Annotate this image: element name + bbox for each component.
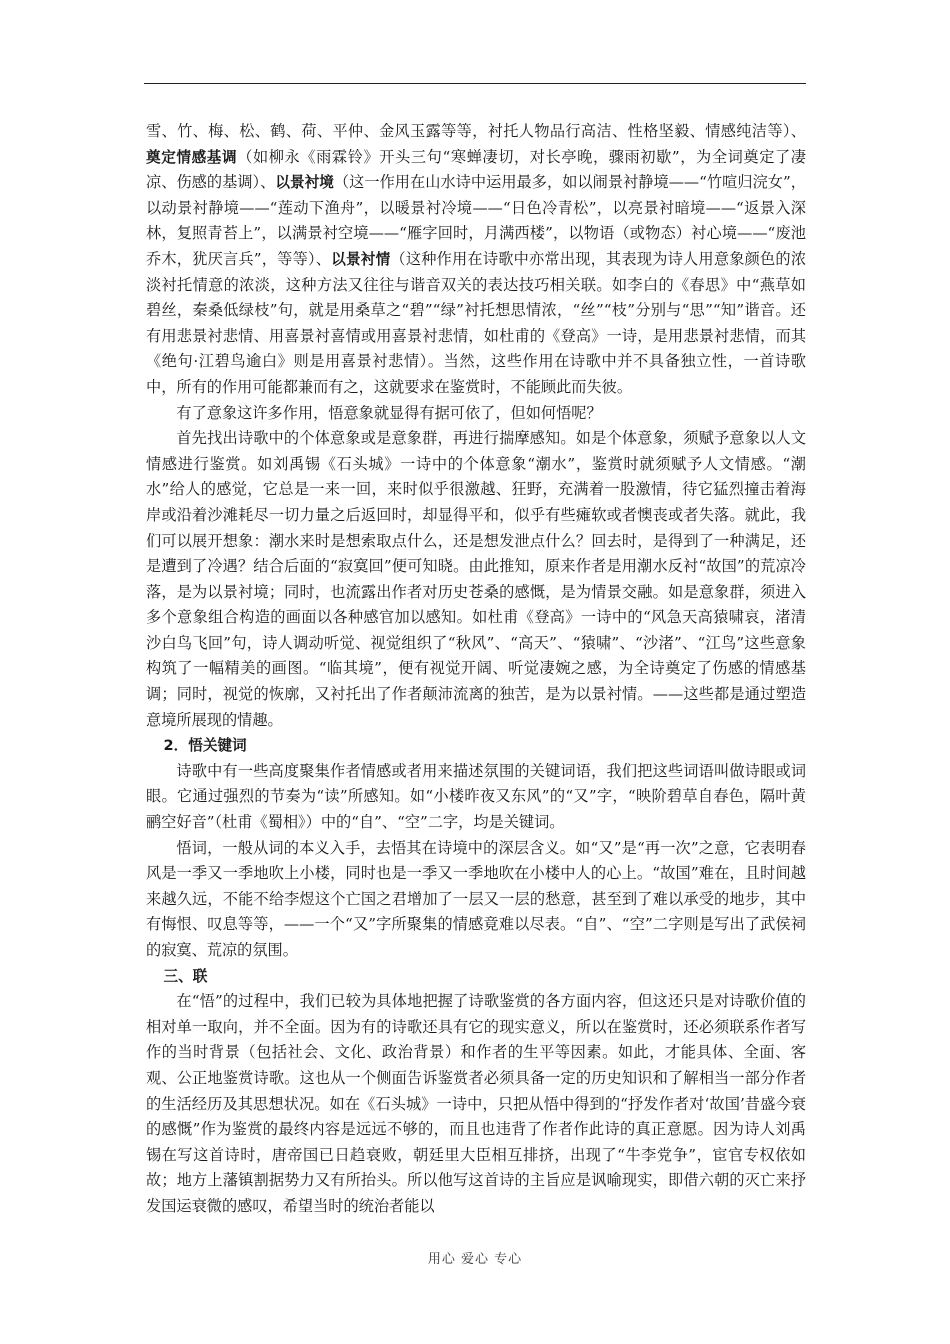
text-run: （这一作用在山水诗中运用最多，如以闹景衬静境——“竹喧归浣女”，以动景衬静境——“莲动下渔舟”，以暖景衬冷境——“日色冷青松”，以亮景衬暗境——“返景入深林，复照青苔上”，以满景衬空境——“雁字回时，月满西楼”，以物语（或物态）衬心境——“废池乔木，犹厌言兵”，等等）、 — [146, 173, 806, 268]
body-paragraph — [146, 401, 806, 427]
page-footer: 用心 爱心 专心 — [427, 1252, 523, 1267]
bold-term: 以景衬境 — [275, 174, 334, 192]
body-paragraph — [146, 426, 806, 733]
bold-term: 三、联 — [163, 967, 208, 985]
bold-term: 奠定情感基调 — [146, 148, 238, 166]
bold-term: 2．悟关键词 — [163, 737, 247, 755]
bold-term: 以景衬情 — [331, 250, 391, 268]
text-run: 雪、竹、梅、松、鹤、荷、平仲、金风玉露等等，衬托人物品行高洁、性格坚毅、情感纯洁等）、 — [146, 122, 806, 140]
section-heading — [146, 964, 806, 990]
header-rule — [144, 83, 806, 84]
body-paragraph — [146, 836, 806, 964]
body-paragraph — [146, 119, 806, 401]
text-run: 首先找出诗歌中的个体意象或是意象群，再进行揣摩感知。如是个体意象，须赋予意象以人文情感进行鉴赏。如刘禹锡《石头城》一诗中的个体意象“潮水”，鉴赏时就须赋予人文情感。“潮水”给人的感觉，它总是一来一回，来时似乎很激越、狂野，充满着一股激情，待它猛烈撞击着海岸或沿着沙滩耗尽一切力量之后返回时，却显得平和，似乎有些瘫软或者懊丧或者失落。就此，我们可以展开想象：潮水来时是想索取点什么，还是想发泄点什么？回去时，是得到了一种满足，还是遭到了冷遇？结合后面的“寂寞回”便可知晓。由此推知，原来作者是用潮水反衬“故国”的荒凉冷落，是为以景衬境；同时，也流露出作者对历史苍桑的感慨，是为情景交融。如是意象群，须进入多个意象组合构造的画面以各种感官加以感知。如杜甫《登高》一诗中的“风急天高猿啸哀，渚清沙白鸟飞回”句，诗人调动听觉、视觉组织了“秋风”、“高天”、“猿啸”、“沙渚”、“江鸟”这些意象构筑了一幅精美的画图。“临其境”，便有视觉开阔、听觉凄婉之感，为全诗奠定了伤感的情感基调；同时，视觉的恢廓，又衬托出了作者颠沛流离的独苦，是为以景衬情。——这些都是通过塑造意境所展现的情趣。 — [146, 429, 806, 729]
text-run: 悟词，一般从词的本义入手，去悟其在诗境中的深层含义。如“又”是“再一次”之意，它表明春风是一季又一季地吹上小楼，同时也是一季又一季地吹在小楼中人的心上。“故国”难在，且时间越来越久远，不能不给李煜这个亡国之君增加了一层又一层的愁意，甚至到了难以承受的地步，其中有悔恨、叹息等等，——一个“又”字所聚集的情感竟难以尽表。“自”、“空”二字则是写出了武侯祠的寂寞、荒凉的氛围。 — [146, 838, 806, 959]
body-paragraph — [146, 989, 806, 1219]
text-run: （这种作用在诗歌中亦常出现，其表现为诗人用意象颜色的浓淡衬托情意的浓淡，这种方法又往往与谐音双关的表达技巧相关联。如李白的《春思》中“燕草如碧丝，秦桑低绿枝”句，就是用桑草之“碧”“绿”衬托想思情浓，“丝”“枝”分别与“思”“知”谐音。还有用悲景衬悲情、用喜景衬喜情或用喜景衬悲情，如杜甫的《登高》一诗，是用悲景衬悲情，而其《绝句·江碧鸟逾白》则是用喜景衬悲情）。当然，这些作用在诗歌中并不具备独立性，一首诗歌中，所有的作用可能都兼而有之，这就要求在鉴赏时，不能顾此而失彼。 — [146, 249, 807, 396]
text-run: 在“悟”的过程中，我们已较为具体地把握了诗歌鉴赏的各方面内容，但这还只是对诗歌价值的相对单一取向，并不全面。因为有的诗歌还具有它的现实意义，所以在鉴赏时，还必须联系作者写作的当时背景（包括社会、文化、政治背景）和作者的生平等因素。如此，才能具体、全面、客观、公正地鉴赏诗歌。这也从一个侧面告诉鉴赏者必须具备一定的历史知识和了解相当一部分作者的生活经历及其思想状况。如在《石头城》一诗中，只把从悟中得到的“抒发作者对‘故国’昔盛今衰的感慨”作为鉴赏的最终内容是远远不够的，而且也违背了作者作此诗的真正意愿。因为诗人刘禹锡在写这首诗时，唐帝国已日趋衰败，朝廷里大臣相互排挤，出现了“牛李党争”，宦官专权依如故；地方上藩镇割据势力又有所抬头。所以他写这首诗的主旨应是讽喻现实，即借六朝的灭亡来抒发国运衰微的感叹，希望当时的统治者能以 — [146, 992, 806, 1215]
text-run: 诗歌中有一些高度聚集作者情感或者用来描述氛围的关键词语，我们把这些词语叫做诗眼或词眼。它通过强烈的节奏为“读”所感知。如“小楼昨夜又东风”的“又”字，“映阶碧草自春色，隔叶黄鹂空好音”（杜甫《蜀相》）中的“自”、“空”二字，均是关键词。 — [146, 761, 806, 832]
document-body — [146, 119, 806, 1220]
body-paragraph — [146, 759, 806, 836]
text-run: 有了意象这许多作用，悟意象就显得有据可依了，但如何悟呢？ — [176, 403, 602, 422]
text-run: （如柳永《雨霖铃》开头三句“寒蝉凄切，对长亭晚，骤雨初歇”，为全词奠定了凄凉、伤感的基调）、 — [146, 147, 806, 192]
section-heading — [146, 733, 806, 759]
